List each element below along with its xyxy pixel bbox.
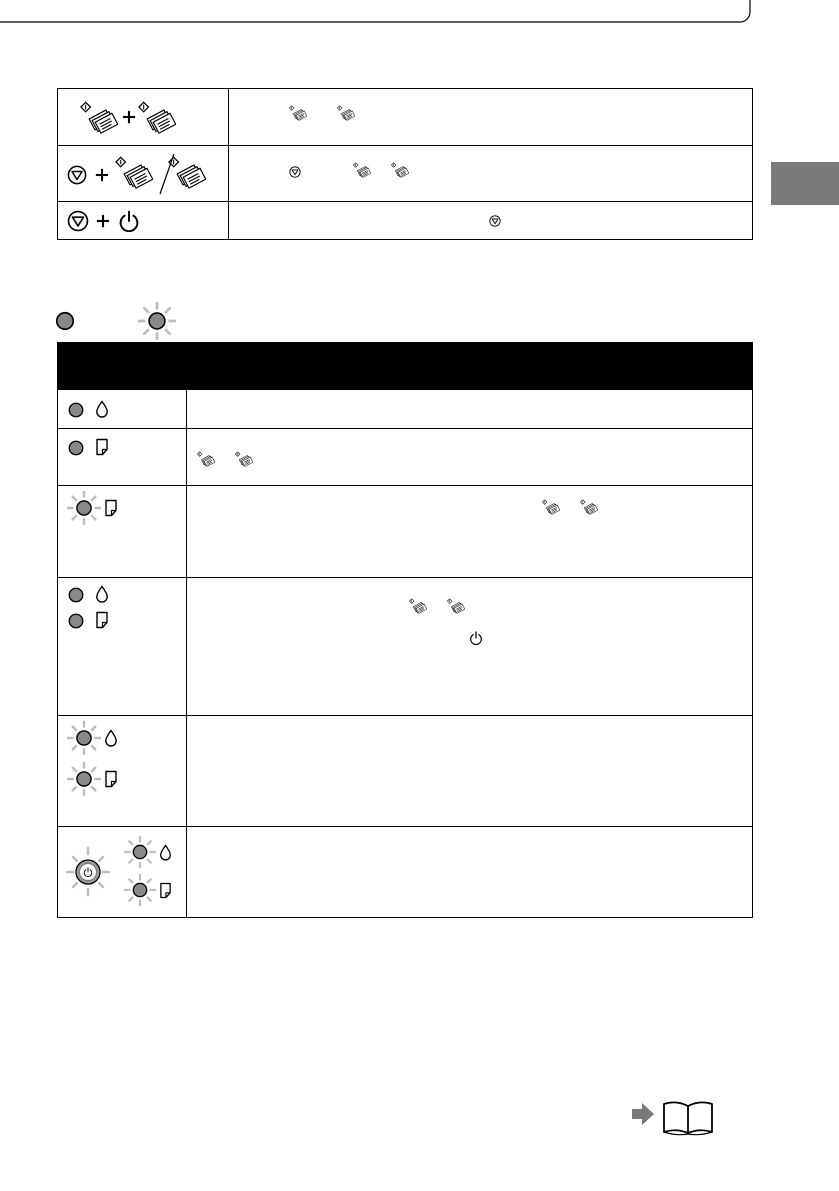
manual-book-icon — [664, 1102, 712, 1134]
plus-icon — [97, 214, 109, 226]
plus-icon — [123, 111, 135, 123]
description-cell — [187, 578, 753, 716]
arrow-right-icon — [632, 1103, 654, 1125]
start-copy-bw-icon — [197, 452, 214, 467]
paper-icon — [106, 501, 116, 516]
plus-icon — [96, 168, 108, 180]
section-tab — [771, 162, 839, 205]
indicator-cell — [58, 429, 187, 486]
status-indicator-table — [57, 342, 753, 918]
description-line — [187, 486, 747, 526]
button-combination-table — [57, 88, 753, 240]
table-row — [58, 827, 753, 918]
light-flashing-icon — [68, 722, 100, 754]
paper-icon — [97, 613, 107, 628]
start-copy-color-icon — [337, 106, 354, 121]
stop-plus-power-combo — [58, 206, 226, 236]
light-on-icon — [69, 441, 83, 455]
start-copy-bw-icon — [289, 106, 306, 121]
description-lines — [187, 578, 747, 658]
table-header-cell — [187, 343, 753, 390]
light-on-icon — [69, 403, 83, 417]
table-row — [58, 429, 753, 486]
stop-icon — [68, 166, 85, 183]
indicator-cell — [58, 578, 187, 716]
description-cell — [229, 146, 753, 202]
indicator-group — [58, 832, 184, 912]
table-row — [58, 716, 753, 827]
description-cell — [187, 429, 753, 486]
indicator-cell — [58, 827, 187, 918]
button-combo-cell — [58, 202, 229, 240]
light-flashing-icon — [68, 492, 100, 524]
start-copy-color-icon — [447, 599, 464, 614]
start-copy-color-icon — [169, 157, 206, 190]
description-line — [229, 154, 749, 194]
description-cell — [187, 827, 753, 918]
paper-icon — [161, 884, 170, 898]
description-cell — [229, 202, 753, 240]
table-row — [58, 146, 753, 202]
button-combo-cell — [58, 146, 229, 202]
start-copy-bw-icon — [81, 102, 118, 135]
description-cell — [187, 390, 753, 429]
ink-drop-icon — [106, 731, 116, 746]
table-row — [58, 390, 753, 429]
description-cell — [187, 486, 753, 578]
light-on-icon — [69, 588, 83, 602]
stop-icon — [290, 166, 300, 176]
power-icon — [471, 632, 482, 644]
stop-icon — [490, 215, 500, 225]
indicator-group — [58, 394, 184, 424]
stop-plus-copy-combo — [58, 150, 226, 198]
light-legend — [54, 302, 194, 342]
crop-mark — [0, 0, 839, 40]
start-copy-bw-icon — [542, 500, 559, 515]
light-flashing-icon — [125, 837, 155, 867]
indicator-group — [58, 429, 184, 469]
indicator-cell — [58, 716, 187, 827]
indicator-group — [58, 486, 184, 530]
light-on-icon — [69, 614, 83, 628]
ink-drop-icon — [97, 402, 107, 417]
start-copy-bw-icon — [409, 599, 426, 614]
manual-reference — [630, 1098, 720, 1138]
description-line — [229, 97, 749, 137]
description-cell — [187, 716, 753, 827]
start-copy-color-icon — [391, 162, 408, 177]
light-flashing-icon — [139, 303, 175, 339]
ink-drop-icon — [161, 846, 171, 860]
description-line — [187, 429, 747, 479]
start-copy-color-icon — [580, 500, 597, 515]
paper-icon — [106, 772, 116, 787]
table-header-cell — [58, 343, 187, 390]
light-flashing-icon — [68, 763, 100, 795]
start-copy-bw-icon — [116, 157, 153, 190]
description-cell — [229, 89, 753, 146]
ink-drop-icon — [97, 587, 107, 602]
start-copy-bw-plus-color-combo — [58, 97, 226, 137]
button-combo-cell — [58, 89, 229, 146]
table-row — [58, 89, 753, 146]
indicator-cell — [58, 486, 187, 578]
start-copy-color-icon — [139, 102, 176, 135]
table-row — [58, 486, 753, 578]
table-row — [58, 202, 753, 240]
indicator-group — [58, 578, 184, 638]
description-line — [229, 206, 749, 236]
indicator-group — [58, 716, 184, 808]
stop-icon — [69, 211, 88, 230]
power-icon — [121, 211, 138, 231]
start-copy-color-icon — [235, 452, 252, 467]
paper-icon — [97, 440, 107, 455]
table-row — [58, 578, 753, 716]
table-header — [58, 343, 753, 390]
indicator-cell — [58, 390, 187, 429]
start-copy-bw-icon — [353, 162, 370, 177]
light-flashing-icon — [125, 875, 155, 905]
power-light-flashing-icon — [67, 848, 109, 895]
light-on-icon — [57, 313, 74, 330]
